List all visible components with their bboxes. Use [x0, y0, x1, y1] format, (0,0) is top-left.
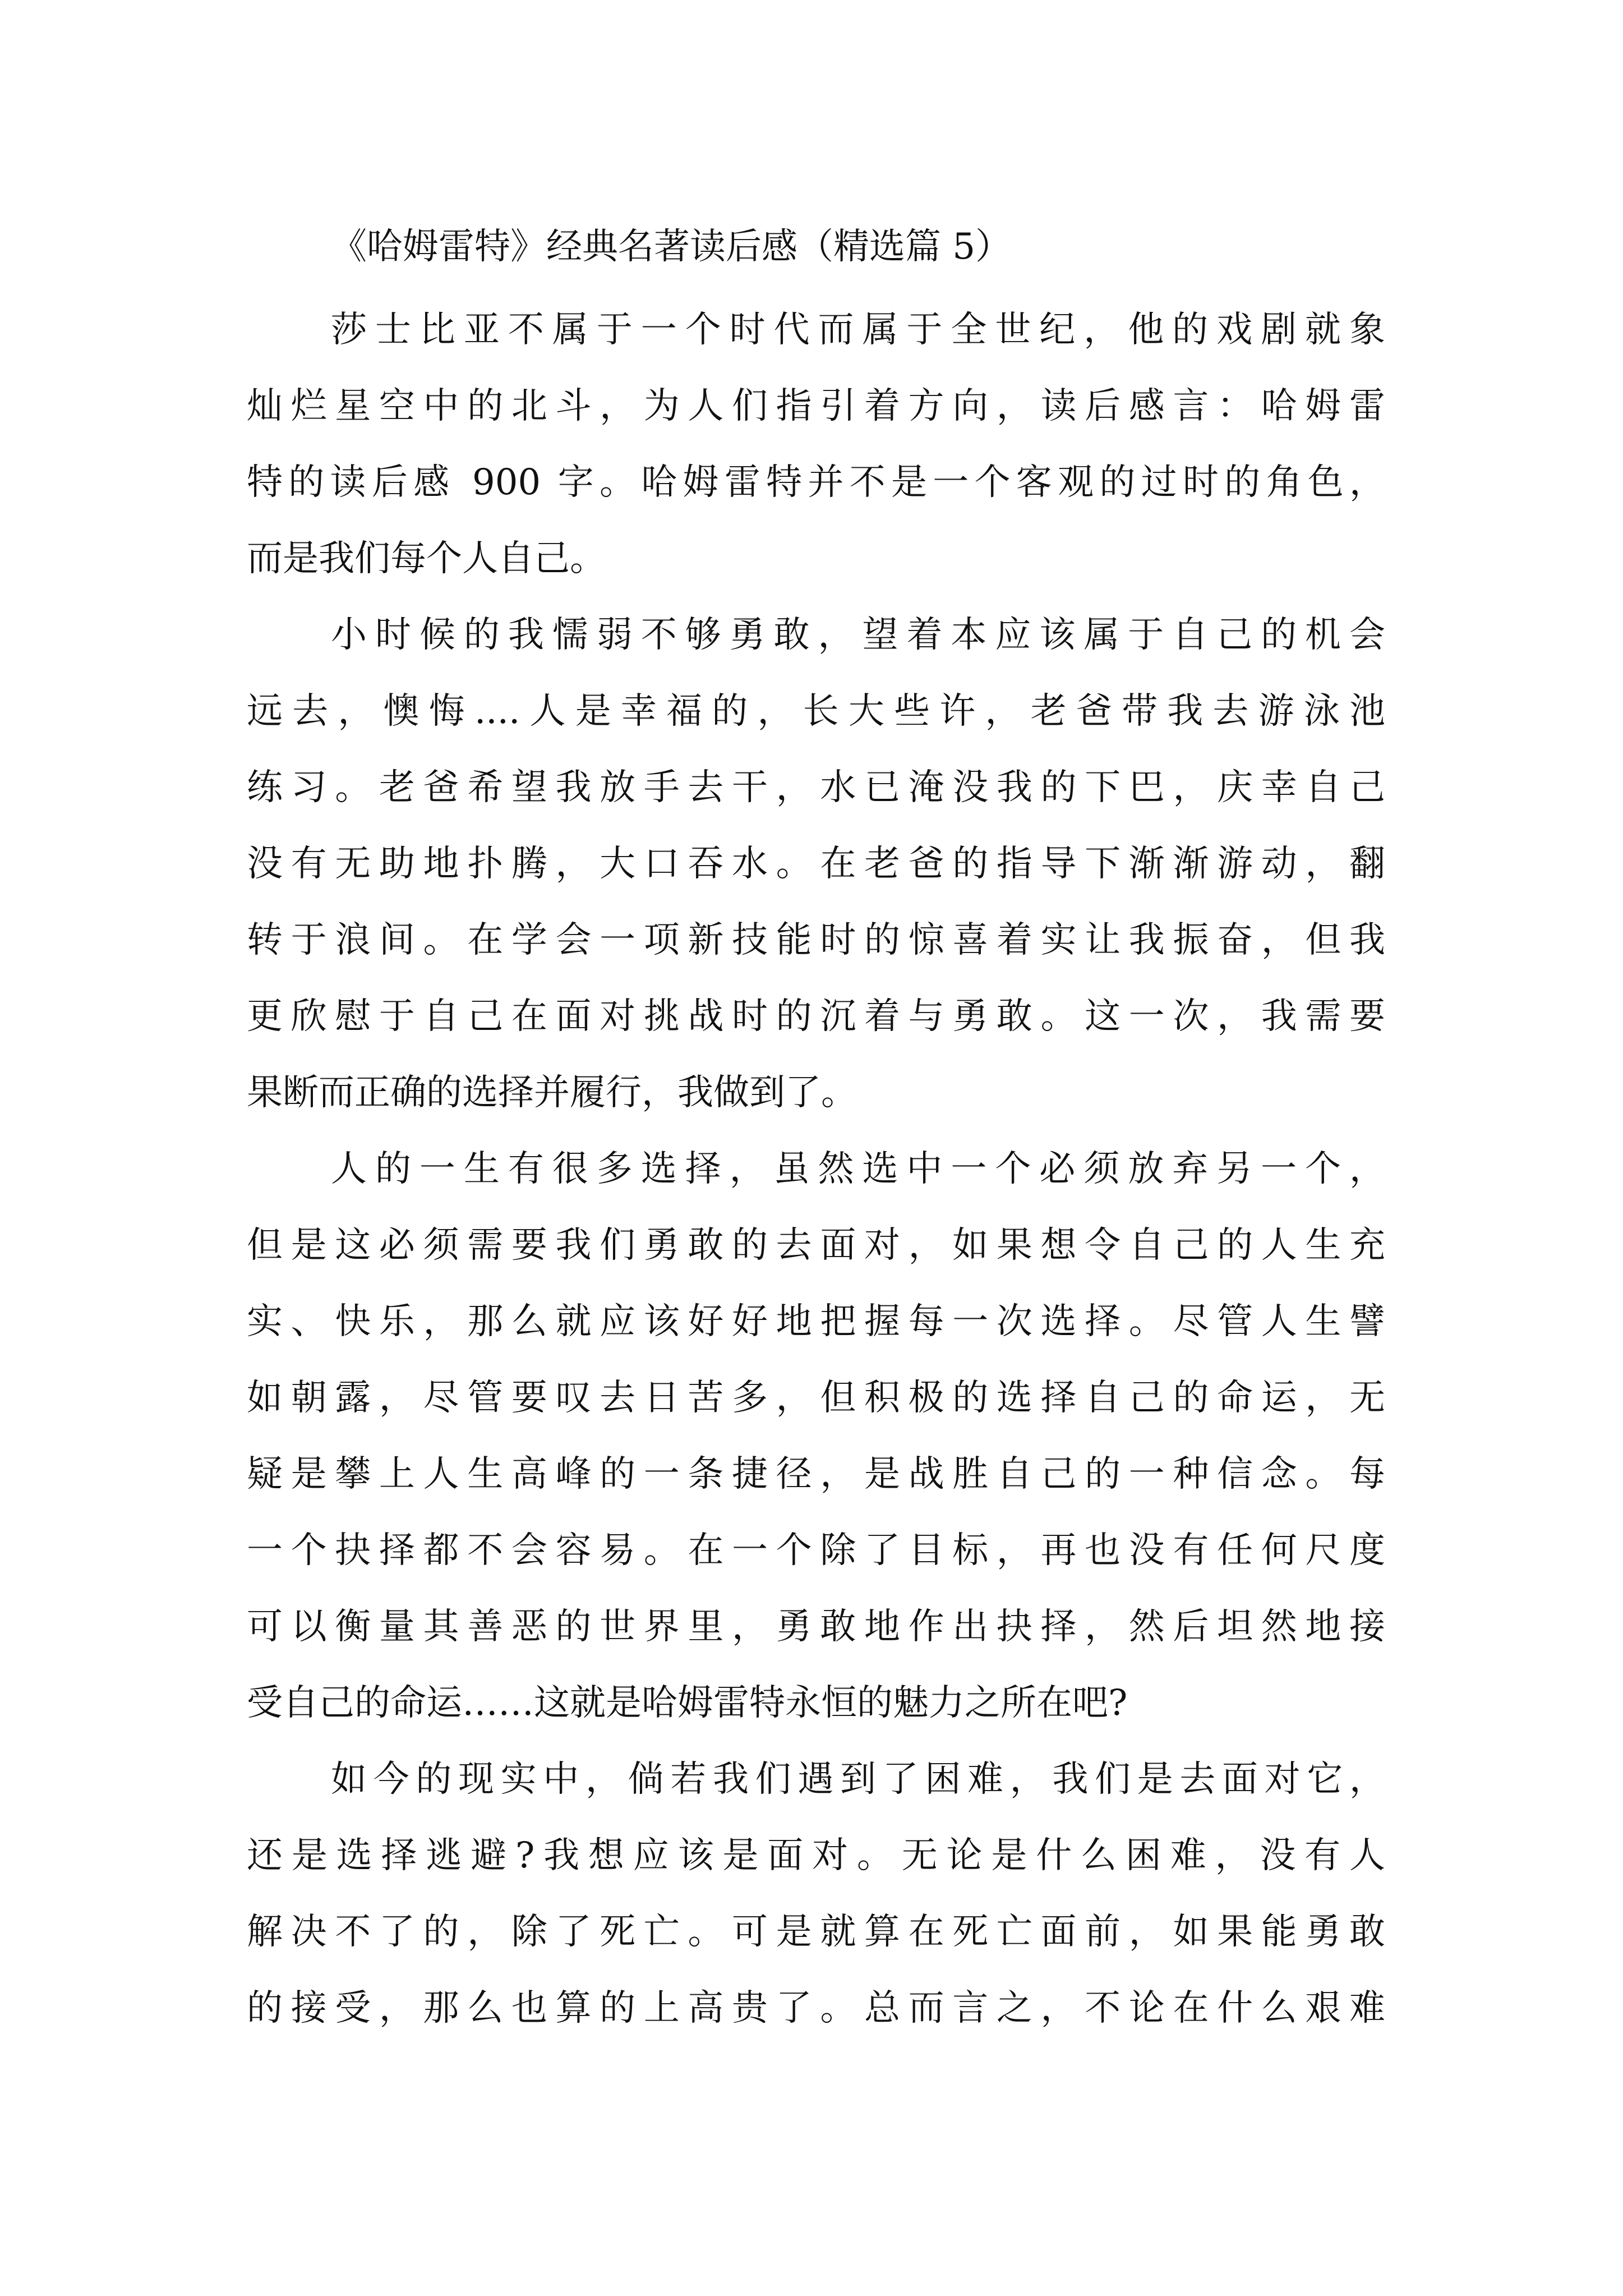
- text-line: 还是选择逃避?我想应该是面对。无论是什么困难，没有人: [247, 1835, 1385, 1876]
- text-line: 没有无助地扑腾，大口吞水。在老爸的指导下渐渐游动，翻: [247, 843, 1385, 885]
- text-line: 转于浪间。在学会一项新技能时的惊喜着实让我振奋，但我: [247, 919, 1385, 961]
- text-line: 而是我们每个人自己。: [247, 538, 606, 579]
- text-line: 特的读后感 900 字。哈姆雷特并不是一个客观的过时的角色，: [247, 462, 1385, 503]
- text-line: 如朝露，尽管要叹去日苦多，但积极的选择自己的命运，无: [247, 1377, 1385, 1419]
- text-line: 灿烂星空中的北斗，为人们指引着方向，读后感言：哈姆雷: [247, 385, 1385, 427]
- document-body: [247, 202, 1385, 2046]
- text-line: 解决不了的，除了死亡。可是就算在死亡面前，如果能勇敢: [247, 1911, 1385, 1953]
- paragraph-3: [247, 1131, 1385, 1741]
- text-line: 莎士比亚不属于一个时代而属于全世纪，他的戏剧就象: [331, 309, 1385, 351]
- text-line: 如今的现实中，倘若我们遇到了困难，我们是去面对它，: [331, 1759, 1385, 1800]
- text-line: 实、快乐，那么就应该好好地把握每一次选择。尽管人生譬: [247, 1301, 1385, 1342]
- text-line: 人的一生有很多选择，虽然选中一个必须放弃另一个，: [331, 1148, 1385, 1190]
- text-line: 远去，懊悔....人是幸福的，长大些许，老爸带我去游泳池: [247, 691, 1385, 732]
- text-line: 小时候的我懦弱不够勇敢，望着本应该属于自己的机会: [331, 614, 1385, 656]
- text-line: 受自己的命运……这就是哈姆雷特永恒的魅力之所在吧?: [247, 1682, 1128, 1724]
- text-line: 可以衡量其善恶的世界里，勇敢地作出抉择，然后坦然地接: [247, 1606, 1385, 1648]
- text-line: 果断而正确的选择并履行，我做到了。: [247, 1072, 857, 1114]
- document-title: 《哈姆雷特》经典名著读后感（精选篇 5）: [331, 226, 1012, 268]
- text-line: 练习。老爸希望我放手去干，水已淹没我的下巴，庆幸自己: [247, 767, 1385, 808]
- paragraph-1: [247, 292, 1385, 597]
- paragraph-4: [247, 1741, 1385, 2046]
- paragraph-2: [247, 597, 1385, 1131]
- text-line: 但是这必须需要我们勇敢的去面对，如果想令自己的人生充: [247, 1225, 1385, 1266]
- text-line: 更欣慰于自己在面对挑战时的沉着与勇敢。这一次，我需要: [247, 996, 1385, 1037]
- text-line: 疑是攀上人生高峰的一条捷径，是战胜自己的一种信念。每: [247, 1453, 1385, 1495]
- text-line: 的接受，那么也算的上高贵了。总而言之，不论在什么艰难: [247, 1987, 1385, 2029]
- text-line: 一个抉择都不会容易。在一个除了目标，再也没有任何尺度: [247, 1530, 1385, 1571]
